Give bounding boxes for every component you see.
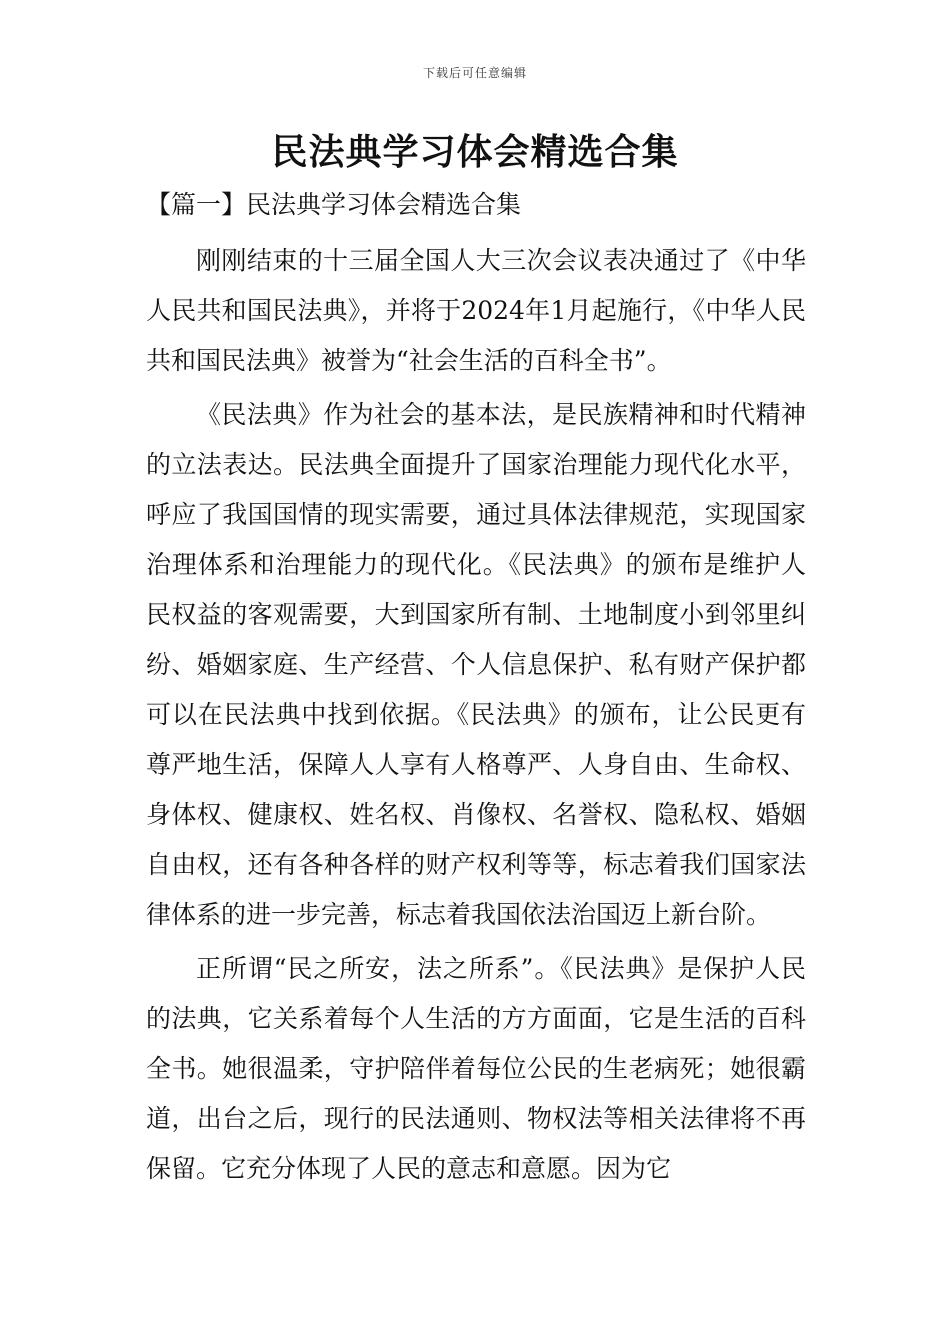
paragraph-1: 刚刚结束的十三届全国人大三次会议表决通过了《中华人民共和国民法典》，并将于2024年1月起施行，《中华人民共和国民法典》被誉为“社会生活的百科全书”。 [146, 246, 806, 375]
paragraph-3: 正所谓“民之所安，法之所系”。《民法典》是保护人民的法典，它关系着每个人生活的方方面面，它是生活的百科全书。她很温柔，守护陪伴着每位公民的生老病死；她很霸道，出台之后，现行的民法通则、物权法等相关法律将不再保留。它充分体现了人民的意志和意愿。因为它 [146, 954, 806, 1183]
document-body [146, 180, 806, 1198]
document-title: 民法典学习体会精选合集 [271, 132, 679, 173]
section-heading: 【篇一】民法典学习体会精选合集 [146, 190, 522, 219]
paragraph-2: 《民法典》作为社会的基本法，是民族精神和时代精神的立法表达。民法典全面提升了国家治理能力现代化水平，呼应了我国国情的现实需要，通过具体法律规范，实现国家治理体系和治理能力的现代化。《民法典》的颁布是维护人民权益的客观需要，大到国家所有制、土地制度小到邻里纠纷、婚姻家庭、生产经营、个人信息保护、私有财产保护都可以在民法典中找到依据。《民法典》的颁布，让公民更有尊严地生活，保障人人享有人格尊严、人身自由、生命权、身体权、健康权、姓名权、肖像权、名誉权、隐私权、婚姻自由权，还有各种各样的财产权利等等，标志着我们国家法律体系的进一步完善，标志着我国依法治国迈上新台阶。 [146, 400, 806, 929]
page-header-note: 下载后可任意编辑 [422, 66, 527, 80]
